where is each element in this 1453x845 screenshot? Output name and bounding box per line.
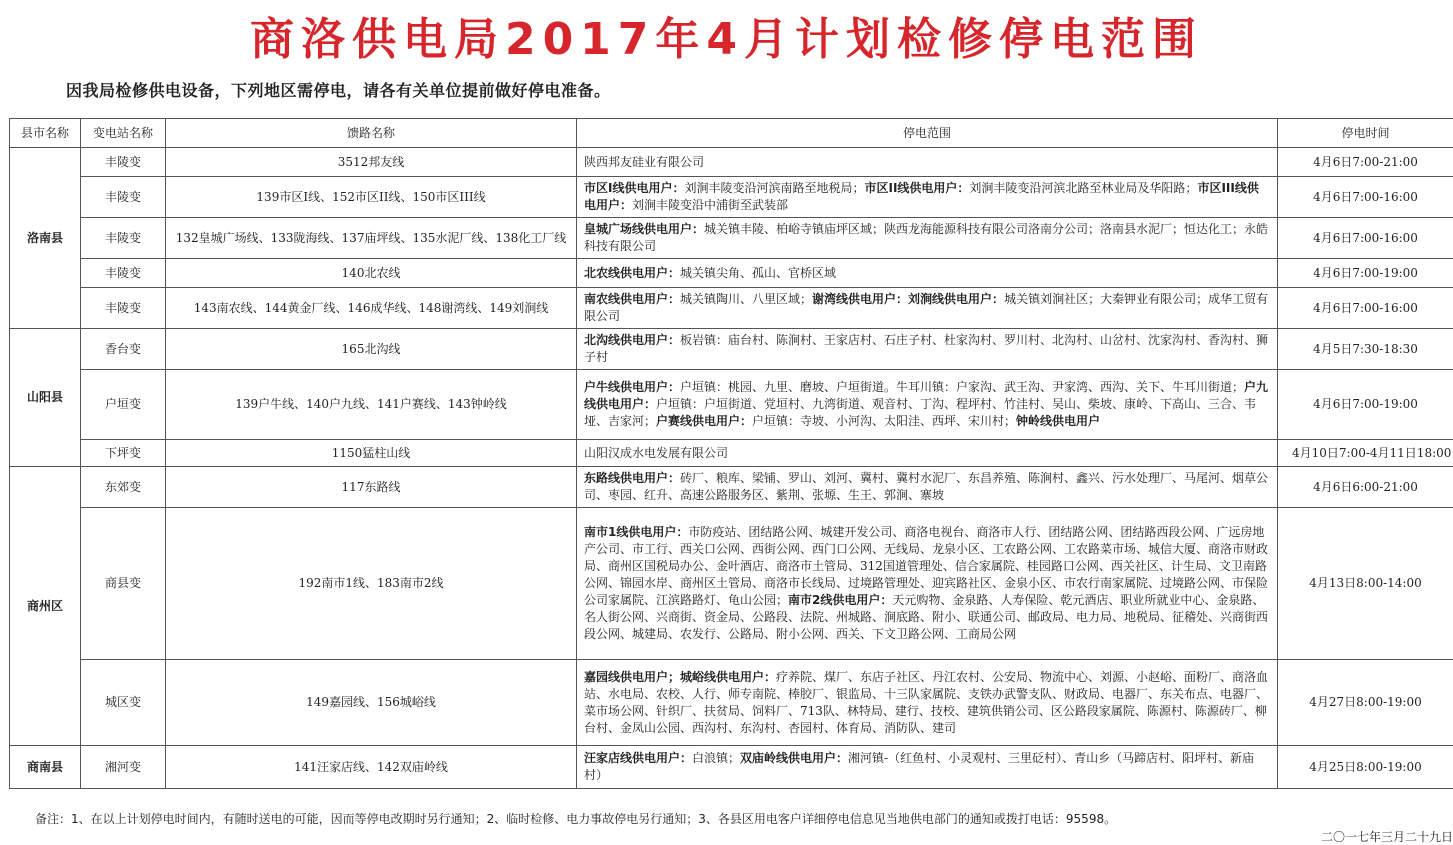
feeder-cell: 132皇城广场线、133陇海线、137庙坪线、135水泥厂线、138化工厂线 <box>166 218 577 259</box>
scope-text: 板岩镇：庙台村、陈涧村、王家店村、石庄子村、杜家沟村、罗川村、北沟村、山岔村、沈家沟村、香沟村、狮子村 <box>584 333 1268 364</box>
scope-text: 砖厂、粮库、梁铺、罗山、刘河、冀村、冀村水泥厂、东昌养殖、陈涧村、鑫兴、污水处理厂、马尾河、烟草公司、枣园、红升、高速公路服务区、紫荆、张塬、生王、郭涧、寨坡 <box>584 471 1268 502</box>
scope-line-label: 市区II线供电用户： <box>864 181 969 195</box>
table-row <box>10 148 1453 177</box>
outage-table <box>9 118 1453 789</box>
scope-text: 城关镇尖角、孤山、官桥区域 <box>680 266 836 280</box>
scope-text: 刘涧丰陵变沿中浦街至武装部 <box>632 198 788 212</box>
scope-cell <box>577 218 1278 259</box>
scope-line-label: 双庙岭线供电用户： <box>740 751 848 765</box>
substation-cell: 下坪变 <box>81 440 166 467</box>
table-row <box>10 218 1453 259</box>
table-row <box>10 288 1453 329</box>
substation-cell: 丰陵变 <box>81 177 166 218</box>
feeder-cell: 143南农线、144黄金厂线、146成华线、148谢湾线、149刘涧线 <box>166 288 577 329</box>
time-cell: 4月13日8:00-14:00 <box>1278 508 1453 660</box>
time-cell: 4月6日6:00-21:00 <box>1278 467 1453 508</box>
substation-cell: 丰陵变 <box>81 218 166 259</box>
scope-text: 天元购物、金泉路、人寿保险、乾元酒店、职业所就业中心、金泉路、名人街公网、兴商街、资金局、公路段、法院、州城路、涧底路、附小、联通公司、邮政局、电力局、地税局、征稽处、兴商街西段公网、城建局、农发行、公路局、附小公网、西关、下文卫路公网、工商局公网 <box>584 593 1268 641</box>
scope-line-label: 汪家店线供电用户： <box>584 751 692 765</box>
scope-line-label: 户九线供电用户： <box>584 380 1268 411</box>
scope-text: 刘涧丰陵变沿河滨南路至地税局； <box>684 181 864 195</box>
scope-line-label: 嘉园线供电用户； <box>584 670 680 684</box>
scope-line-label: 东路线供电用户： <box>584 471 680 485</box>
table-row <box>10 746 1453 789</box>
scope-line-label: 户赛线供电用户： <box>656 414 752 428</box>
county-cell: 洛南县 <box>10 148 81 329</box>
scope-line-label: 户牛线供电用户： <box>584 380 680 394</box>
scope-cell <box>577 329 1278 370</box>
footnote: 备注：1、在以上计划停电时间内，有随时送电的可能，因而等停电改期时另行通知；2、临时检修、电力事故停电另行通知；3、各县区用电客户详细停电信息见当地供电部门的通知或拨打电话：95598。 <box>35 810 1116 827</box>
scope-text: 市防疫站、团结路公网、城建开发公司、商洛电视台、商洛市人行、团结路公网、团结路西段公网、广远房地产公司、市工行、西关口公网、西街公网、西门口公网、无线局、龙泉小区、工农路公网、工农路菜市场、城信大厦、商洛市财政局、商州区国税局办公、金叶酒店、商洛市土管局、312国道管理处、信合家属院、桂园路口公网、西关社区、计生局、文卫南路公网、锦园水岸、商州区土管局、商洛市长线局、过境路管理处、迎宾路社区、金泉小区、市农行南家属院、过境路公网、市保险公司家属院、江滨路路灯、龟山公园； <box>584 525 1268 607</box>
table-row <box>10 440 1453 467</box>
header-time: 停电时间 <box>1278 119 1453 148</box>
scope-line-label: 南市1线供电用户： <box>584 525 688 539</box>
scope-cell <box>577 288 1278 329</box>
scope-cell <box>577 508 1278 660</box>
scope-text: 白浪镇； <box>692 751 740 765</box>
scope-line-label: 城峪线供电用户： <box>680 670 776 684</box>
table-row <box>10 370 1453 440</box>
feeder-cell: 165北沟线 <box>166 329 577 370</box>
scope-cell <box>577 440 1278 467</box>
scope-line-label: 钟岭线供电用户 <box>1016 414 1100 428</box>
county-cell: 山阳县 <box>10 329 81 467</box>
scope-cell <box>577 370 1278 440</box>
feeder-cell: 140北农线 <box>166 259 577 288</box>
time-cell: 4月6日7:00-21:00 <box>1278 148 1453 177</box>
substation-cell: 丰陵变 <box>81 148 166 177</box>
feeder-cell: 139市区I线、152市区II线、150市区III线 <box>166 177 577 218</box>
scope-cell <box>577 177 1278 218</box>
scope-line-label: 谢湾线供电用户： <box>812 292 908 306</box>
feeder-cell: 149嘉园线、156城峪线 <box>166 660 577 746</box>
scope-text: 城关镇陶川、八里区域； <box>680 292 812 306</box>
scope-line-label: 刘涧线供电用户： <box>908 292 1004 306</box>
scope-text: 城关镇刘涧社区；大秦钾业有限公司；成华工贸有限公司 <box>584 292 1268 323</box>
scope-text: 户垣镇：寺坡、小河沟、太阳洼、西坪、宋川村； <box>752 414 1016 428</box>
county-cell: 商州区 <box>10 467 81 746</box>
scope-line-label: 北农线供电用户： <box>584 266 680 280</box>
scope-text: 疗养院、煤厂、东店子社区、丹江农村、公安局、物流中心、刘源、小赵峪、面粉厂、商洛血站、水电局、农校、人行、师专南院、棒胶厂、银监局、十三队家属院、支铁办武警支队、财政局、电器厂、东关布点、电器厂、菜市场公网、针织厂、扶贫局、饲料厂、713队、林特局、建行、技校、建筑供销公司、区公路段家属院、陈源村、陈源砖厂、柳台村、金凤山公园、西沟村、东沟村、杏园村、体育局、消防队、建司 <box>584 670 1268 735</box>
substation-cell: 东郊变 <box>81 467 166 508</box>
header-county: 县市名称 <box>10 119 81 148</box>
scope-text: 山阳汉成水电发展有限公司 <box>584 446 728 460</box>
feeder-cell: 3512邦友线 <box>166 148 577 177</box>
feeder-cell: 139户牛线、140户九线、141户赛线、143钟岭线 <box>166 370 577 440</box>
table-row <box>10 329 1453 370</box>
time-cell: 4月6日7:00-19:00 <box>1278 259 1453 288</box>
time-cell: 4月6日7:00-16:00 <box>1278 177 1453 218</box>
scope-line-label: 南市2线供电用户： <box>788 593 892 607</box>
page-title: 商洛供电局2017年4月计划检修停电范围 <box>0 14 1453 66</box>
scope-text: 刘涧丰陵变沿河滨北路至林业局及华阳路； <box>969 181 1197 195</box>
table-row <box>10 467 1453 508</box>
time-cell: 4月6日7:00-16:00 <box>1278 288 1453 329</box>
time-cell: 4月6日7:00-16:00 <box>1278 218 1453 259</box>
table-row <box>10 508 1453 660</box>
substation-cell: 丰陵变 <box>81 288 166 329</box>
substation-cell: 香台变 <box>81 329 166 370</box>
scope-cell <box>577 746 1278 789</box>
scope-line-label: 市区I线供电用户： <box>584 181 684 195</box>
time-cell: 4月5日7:30-18:30 <box>1278 329 1453 370</box>
substation-cell: 户垣变 <box>81 370 166 440</box>
feeder-cell: 1150猛柱山线 <box>166 440 577 467</box>
scope-text: 户垣镇：户垣街道、党垣村、九湾街道、观音村、丁沟、程坪村、竹洼村、吴山、柴坡、康岭、下高山、三合、韦垭、吉家河； <box>584 397 1256 428</box>
substation-cell: 商县变 <box>81 508 166 660</box>
time-cell: 4月6日7:00-19:00 <box>1278 370 1453 440</box>
scope-cell <box>577 467 1278 508</box>
page-subtitle: 因我局检修供电设备，下列地区需停电，请各有关单位提前做好停电准备。 <box>66 78 611 101</box>
scope-line-label: 市区III线供电用户： <box>584 181 1259 212</box>
scope-text: 湘河镇-（红鱼村、小灵观村、三里砭村）、青山乡（马蹄店村、阳坪村、新庙村） <box>584 751 1254 782</box>
feeder-cell: 117东路线 <box>166 467 577 508</box>
feeder-cell: 192南市1线、183南市2线 <box>166 508 577 660</box>
header-scope: 停电范围 <box>577 119 1278 148</box>
table-row <box>10 259 1453 288</box>
scope-line-label: 北沟线供电用户： <box>584 333 680 347</box>
table-row <box>10 177 1453 218</box>
time-cell: 4月27日8:00-19:00 <box>1278 660 1453 746</box>
header-feeder: 馈路名称 <box>166 119 577 148</box>
substation-cell: 湘河变 <box>81 746 166 789</box>
scope-line-label: 南农线供电用户： <box>584 292 680 306</box>
scope-text: 城关镇丰陵、柏峪寺镇庙坪区域；陕西龙海能源科技有限公司洛南分公司；洛南县水泥厂；恒达化工；永皓科技有限公司 <box>584 222 1268 253</box>
substation-cell: 城区变 <box>81 660 166 746</box>
table-header-row <box>10 119 1453 148</box>
scope-cell <box>577 259 1278 288</box>
scope-text: 户垣镇：桃园、九里、磨坡、户垣街道。牛耳川镇：户家沟、武王沟、尹家湾、西沟、关下、牛耳川街道； <box>680 380 1244 394</box>
issue-date: 二〇一七年三月二十九日 <box>1321 828 1453 845</box>
county-cell: 商南县 <box>10 746 81 789</box>
table-row <box>10 660 1453 746</box>
scope-line-label: 皇城广场线供电用户： <box>584 222 704 236</box>
time-cell: 4月10日7:00-4月11日18:00 <box>1278 440 1453 467</box>
table-body <box>10 148 1453 789</box>
scope-cell <box>577 660 1278 746</box>
scope-text: 陕西邦友硅业有限公司 <box>584 155 704 169</box>
scope-cell <box>577 148 1278 177</box>
feeder-cell: 141汪家店线、142双庙岭线 <box>166 746 577 789</box>
header-substation: 变电站名称 <box>81 119 166 148</box>
time-cell: 4月25日8:00-19:00 <box>1278 746 1453 789</box>
substation-cell: 丰陵变 <box>81 259 166 288</box>
